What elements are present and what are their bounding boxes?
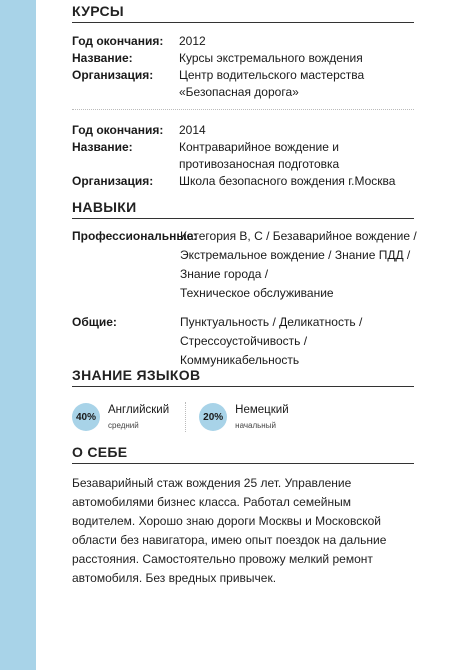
- course-entry: [72, 33, 414, 101]
- about-section: [72, 441, 414, 588]
- course-org-line: «Безопасная дорога»: [179, 85, 299, 99]
- course-year-row: [72, 122, 414, 139]
- skill-line: Категория В, С / Безаварийное вождение /: [180, 229, 417, 243]
- course-org-label: Организация:: [72, 68, 154, 82]
- accent-sidebar: [0, 0, 36, 670]
- language-info: [108, 403, 169, 432]
- course-year-row: [72, 33, 414, 50]
- course-year: 2012: [179, 34, 206, 48]
- course-org-row: [72, 67, 414, 101]
- language-item: [72, 403, 169, 432]
- language-level: начальный: [235, 420, 276, 430]
- languages-section: [72, 364, 414, 432]
- skills-section: [72, 196, 417, 370]
- skill-line: Экстремальное вождение / Знание ПДД /: [180, 248, 411, 262]
- course-year-label: Год окончания:: [72, 123, 164, 137]
- course-org: [179, 67, 414, 101]
- language-name: Английский: [108, 403, 170, 416]
- skill-line: Коммуникабельность: [180, 353, 300, 367]
- language-separator: [185, 402, 186, 432]
- course-entry: [72, 122, 414, 190]
- languages-divider: [72, 386, 414, 387]
- skills-divider: [72, 218, 414, 219]
- professional-skills-label: Профессиональные:: [72, 229, 198, 243]
- general-skills-row: [72, 313, 414, 370]
- skill-line: Пунктуальность / Деликатность /: [180, 315, 363, 329]
- entry-separator: [72, 109, 414, 110]
- language-percent-badge: 20%: [199, 403, 227, 431]
- about-text: Безаварийный стаж вождения 25 лет. Управление автомобилями бизнес класса. Работал семейным водителем. Хорошо знаю дороги Москвы и Московской области без навигатора, имею опыт поездок на дальние расстояния. Самостоятельно провожу мелкий ремонт автомобиля. Без вредных привычек.: [72, 476, 387, 585]
- course-name: Курсы экстремального вождения: [179, 51, 363, 65]
- course-name: [179, 139, 414, 173]
- skill-line: Знание города /: [180, 267, 269, 281]
- skill-line: Стрессоустойчивость /: [180, 334, 308, 348]
- general-skills-label: Общие:: [72, 315, 117, 329]
- course-org-row: [72, 173, 414, 190]
- courses-section: [72, 0, 414, 190]
- languages-title: ЗНАНИЕ ЯЗЫКОВ: [72, 367, 201, 383]
- course-name-line: Контраварийное вождение и: [179, 140, 339, 154]
- course-org: Школа безопасного вождения г.Москва: [179, 174, 396, 188]
- course-name-row: [72, 139, 414, 173]
- course-name-row: [72, 50, 414, 67]
- language-level: средний: [108, 420, 139, 430]
- course-org-line: Центр водительского мастерства: [179, 68, 365, 82]
- general-skills-list: [180, 313, 414, 370]
- course-year-label: Год окончания:: [72, 34, 164, 48]
- language-name: Немецкий: [235, 403, 289, 416]
- course-org-label: Организация:: [72, 174, 154, 188]
- course-year: 2014: [179, 123, 206, 137]
- professional-skills-list: [180, 227, 417, 303]
- courses-title: КУРСЫ: [72, 3, 124, 19]
- about-title: О СЕБЕ: [72, 444, 128, 460]
- about-divider: [72, 463, 414, 464]
- course-name-label: Название:: [72, 51, 133, 65]
- languages-list: [72, 402, 414, 432]
- professional-skills-row: [72, 227, 417, 303]
- courses-divider: [72, 22, 414, 23]
- skills-title: НАВЫКИ: [72, 199, 137, 215]
- course-name-label: Название:: [72, 140, 133, 154]
- language-percent-badge: 40%: [72, 403, 100, 431]
- skill-line: Техническое обслуживание: [180, 286, 334, 300]
- language-item: [199, 403, 288, 432]
- course-name-line: противозаносная подготовка: [179, 157, 340, 171]
- language-info: [235, 403, 288, 432]
